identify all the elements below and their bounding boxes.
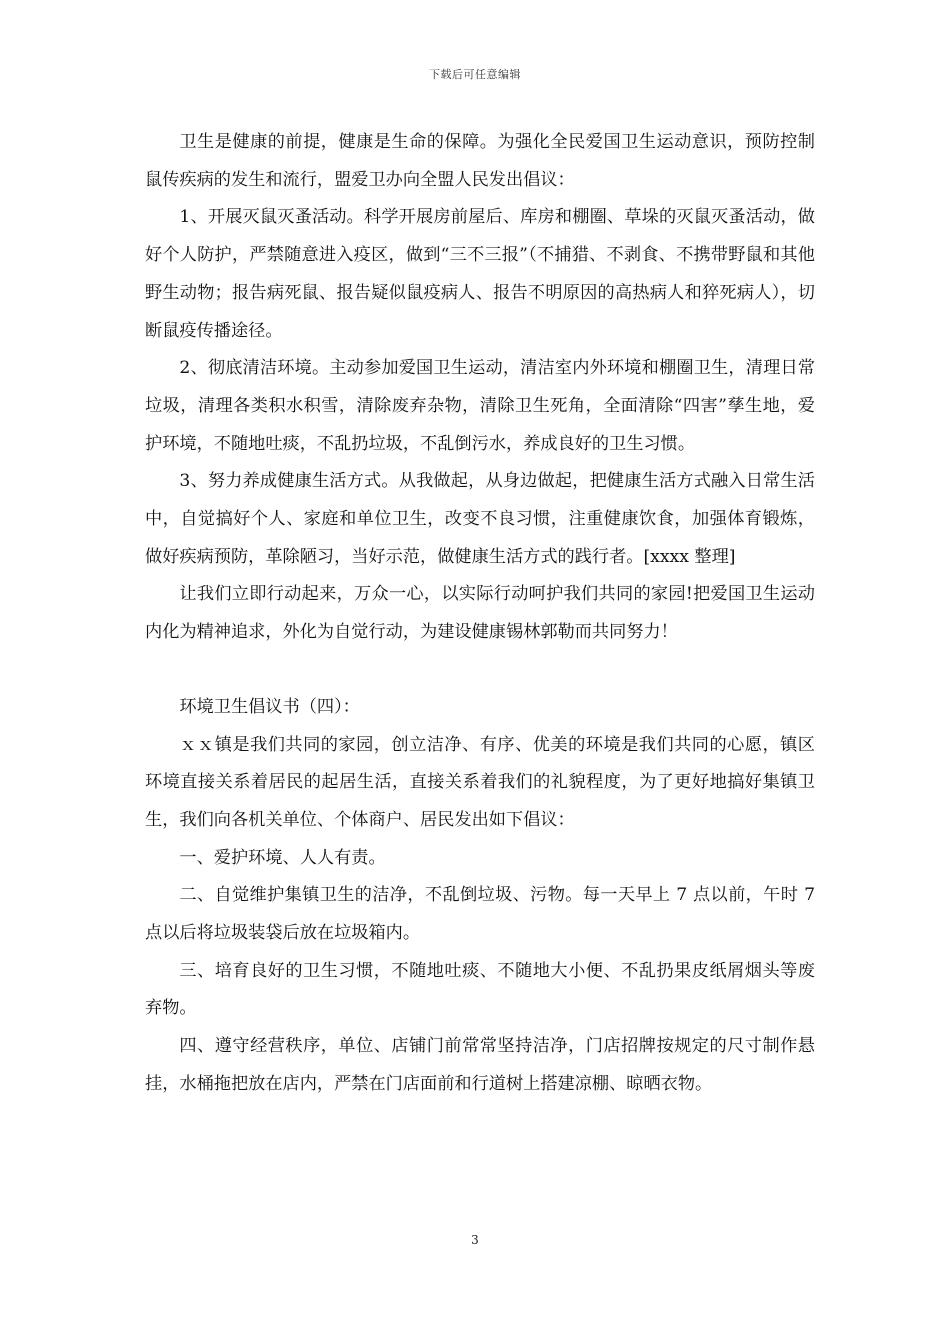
section-gap [145, 652, 815, 689]
paragraph-section-intro: ｘｘ镇是我们共同的家园，创立洁净、有序、优美的环境是我们共同的心愿，镇区环境直接关系着居民的起居生活，直接关系着我们的礼貌程度，为了更好地搞好集镇卫生，我们向各机关单位、个体商户、居民发出如下倡议： [145, 734, 815, 830]
section-title: 环境卫生倡议书（四）： [179, 696, 360, 717]
paragraph-item-2: 2、彻底清洁环境。主动参加爱国卫生运动，清洁室内外环境和棚圈卫生，清理日常垃圾，清理各类积水积雪，清除废弃杂物，清除卫生死角，全面清除“四害”孳生地，爱护环境，不随地吐痰，不乱扔垃圾，不乱倒污水，养成良好的卫生习惯。 [145, 358, 815, 454]
paragraph-point-2: 二、自觉维护集镇卫生的洁净，不乱倒垃圾、污物。每一天早上 7 点以前，午时 7 点以后将垃圾装袋后放在垃圾箱内。 [145, 885, 821, 944]
paragraph-point-4: 四、遵守经营秩序，单位、店铺门前常常坚持洁净，门店招牌按规定的尺寸制作悬挂，水桶拖把放在店内，严禁在门店面前和行道树上搭建凉棚、晾晒衣物。 [145, 1036, 815, 1094]
paragraph-point-1: 一、爱护环境、人人有责。 [179, 847, 386, 868]
paragraph-intro: 卫生是健康的前提，健康是生命的保障。为强化全民爱国卫生运动意识，预防控制鼠传疾病的发生和流行，盟爱卫办向全盟人民发出倡议： [145, 132, 815, 190]
page-number: 3 [471, 1233, 479, 1247]
document-body [145, 124, 821, 1104]
paragraph-closing: 让我们立即行动起来，万众一心，以实际行动呵护我们共同的家园!把爱国卫生运动内化为精神追求，外化为自觉行动，为建设健康锡林郭勒而共同努力！ [145, 584, 815, 643]
paragraph-item-1: 1、开展灭鼠灭蚤活动。科学开展房前屋后、库房和棚圈、草垛的灭鼠灭蚤活动，做好个人防护，严禁随意进入疫区，做到“三不三报”（不捕猎、不剥食、不携带野鼠和其他野生动物；报告病死鼠、报告疑似鼠疫病人、报告不明原因的高热病人和猝死病人），切断鼠疫传播途径。 [145, 207, 815, 341]
paragraph-point-3: 三、培育良好的卫生习惯，不随地吐痰、不随地大小便、不乱扔果皮纸屑烟头等废弃物。 [145, 960, 815, 1019]
page-header: 下载后可任意编辑 [429, 68, 521, 81]
paragraph-item-3: 3、努力养成健康生活方式。从我做起，从身边做起，把健康生活方式融入日常生活中，自觉搞好个人、家庭和单位卫生，改变不良习惯，注重健康饮食，加强体育锻炼，做好疾病预防，革除陋习，当好示范，做健康生活方式的践行者。[xxxx 整理] [145, 471, 815, 567]
